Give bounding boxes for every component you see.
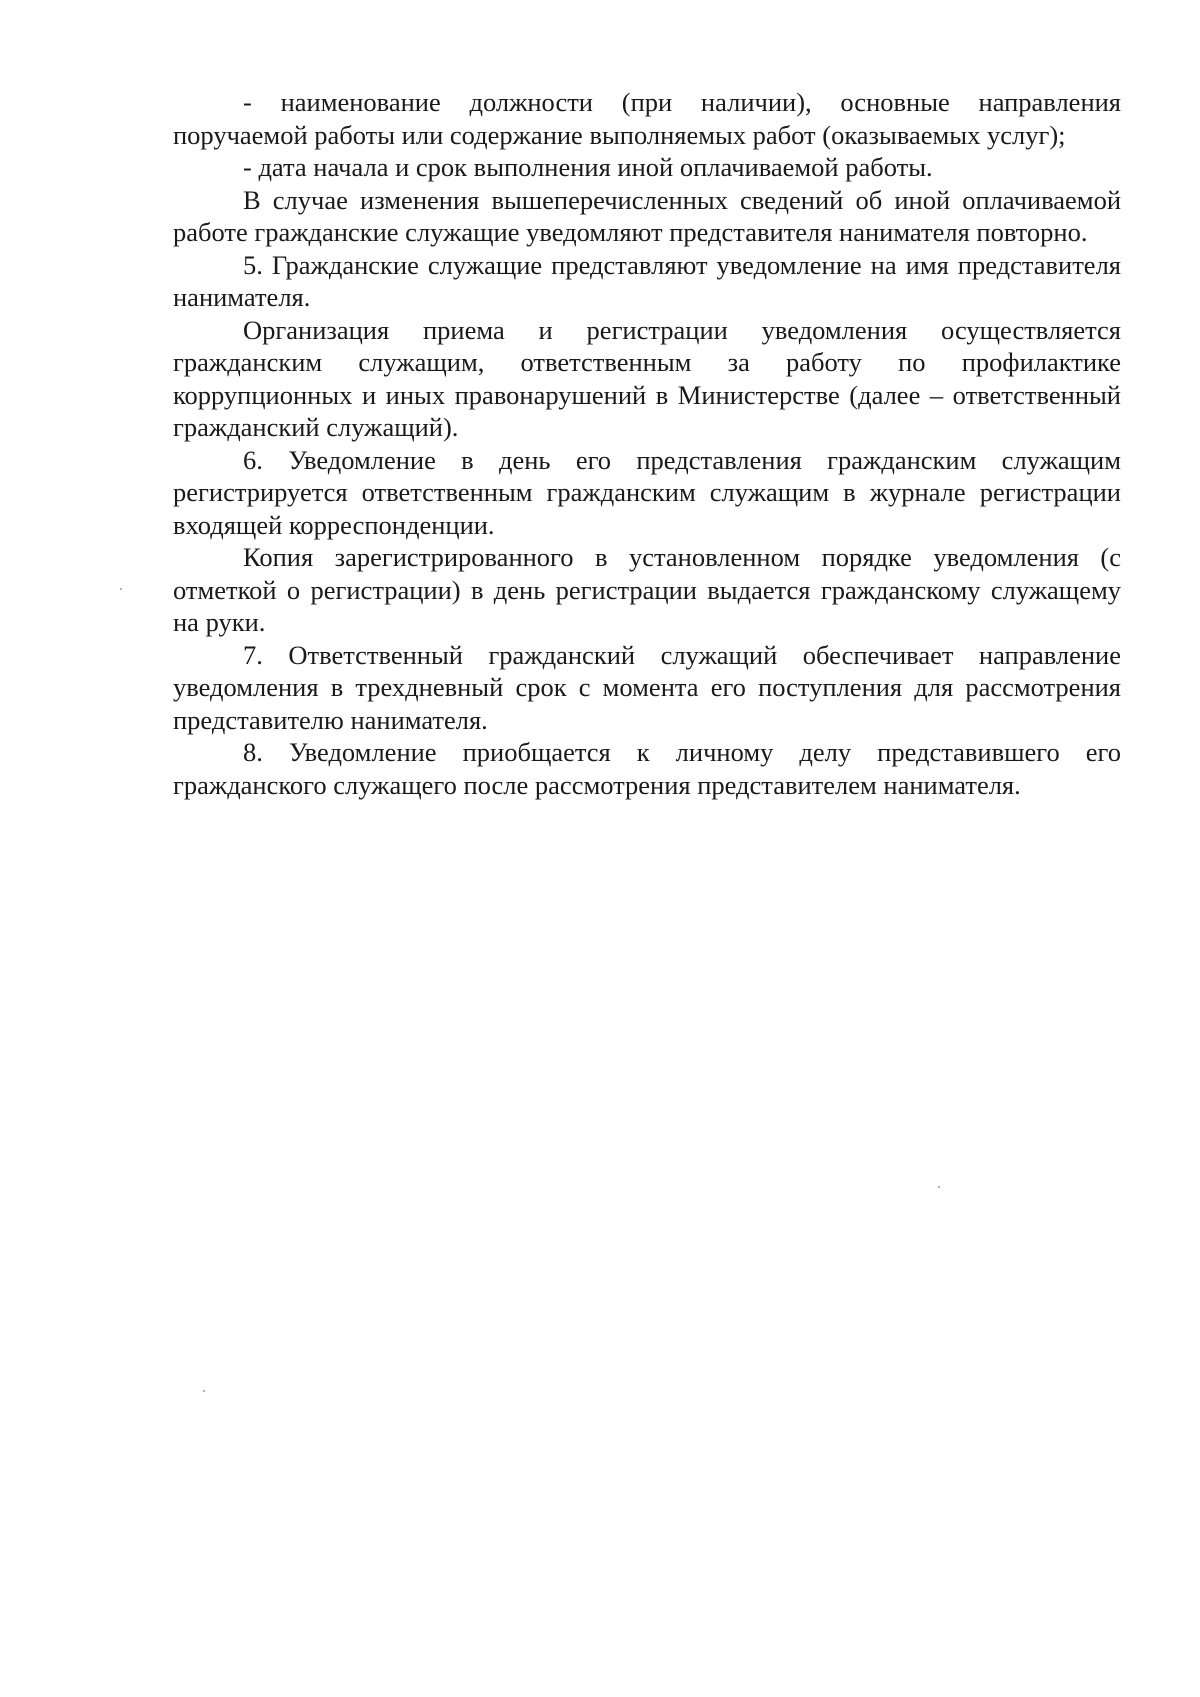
paragraph-item-8: 8. Уведомление приобщается к личному делу представившего его гражданского служащего после рассмотрения представителем нанимателя.	[173, 737, 1121, 800]
paragraph-item-6: 6. Уведомление в день его представления гражданским служащим регистрируется ответственным гражданским служащим в журнале регистрации входящей корреспонденции.	[173, 444, 1121, 540]
paragraph-item-7: 7. Ответственный гражданский служащий обеспечивает направление уведомления в трехдневный срок с момента его поступления для рассмотрения представителю нанимателя.	[173, 639, 1121, 735]
paragraph-organization: Организация приема и регистрации уведомления осуществляется гражданским служащим, ответственным за работу по профилактике коррупционных и иных правонарушений в Министерстве (далее – ответственный гражданский служащий).	[173, 314, 1121, 442]
scan-speck	[120, 588, 122, 590]
scan-speck	[203, 1390, 205, 1392]
paragraph-item-5: 5. Гражданские служащие представляют уведомление на имя представителя нанимателя.	[173, 249, 1121, 312]
paragraph-repeat-notice: В случае изменения вышеперечисленных сведений об иной оплачиваемой работе гражданские служащие уведомляют представителя нанимателя повторно.	[173, 184, 1121, 247]
scan-speck	[938, 1186, 940, 1188]
paragraph-copy: Копия зарегистрированного в установленном порядке уведомления (с отметкой о регистрации) в день регистрации выдается гражданскому служащему на руки.	[173, 542, 1121, 637]
paragraph-start-date: - дата начала и срок выполнения иной оплачиваемой работы.	[243, 152, 933, 182]
paragraph-position-name: - наименование должности (при наличии), основные направления поручаемой работы или содержание выполняемых работ (оказываемых услуг);	[173, 87, 1121, 150]
document-body	[173, 86, 1121, 801]
